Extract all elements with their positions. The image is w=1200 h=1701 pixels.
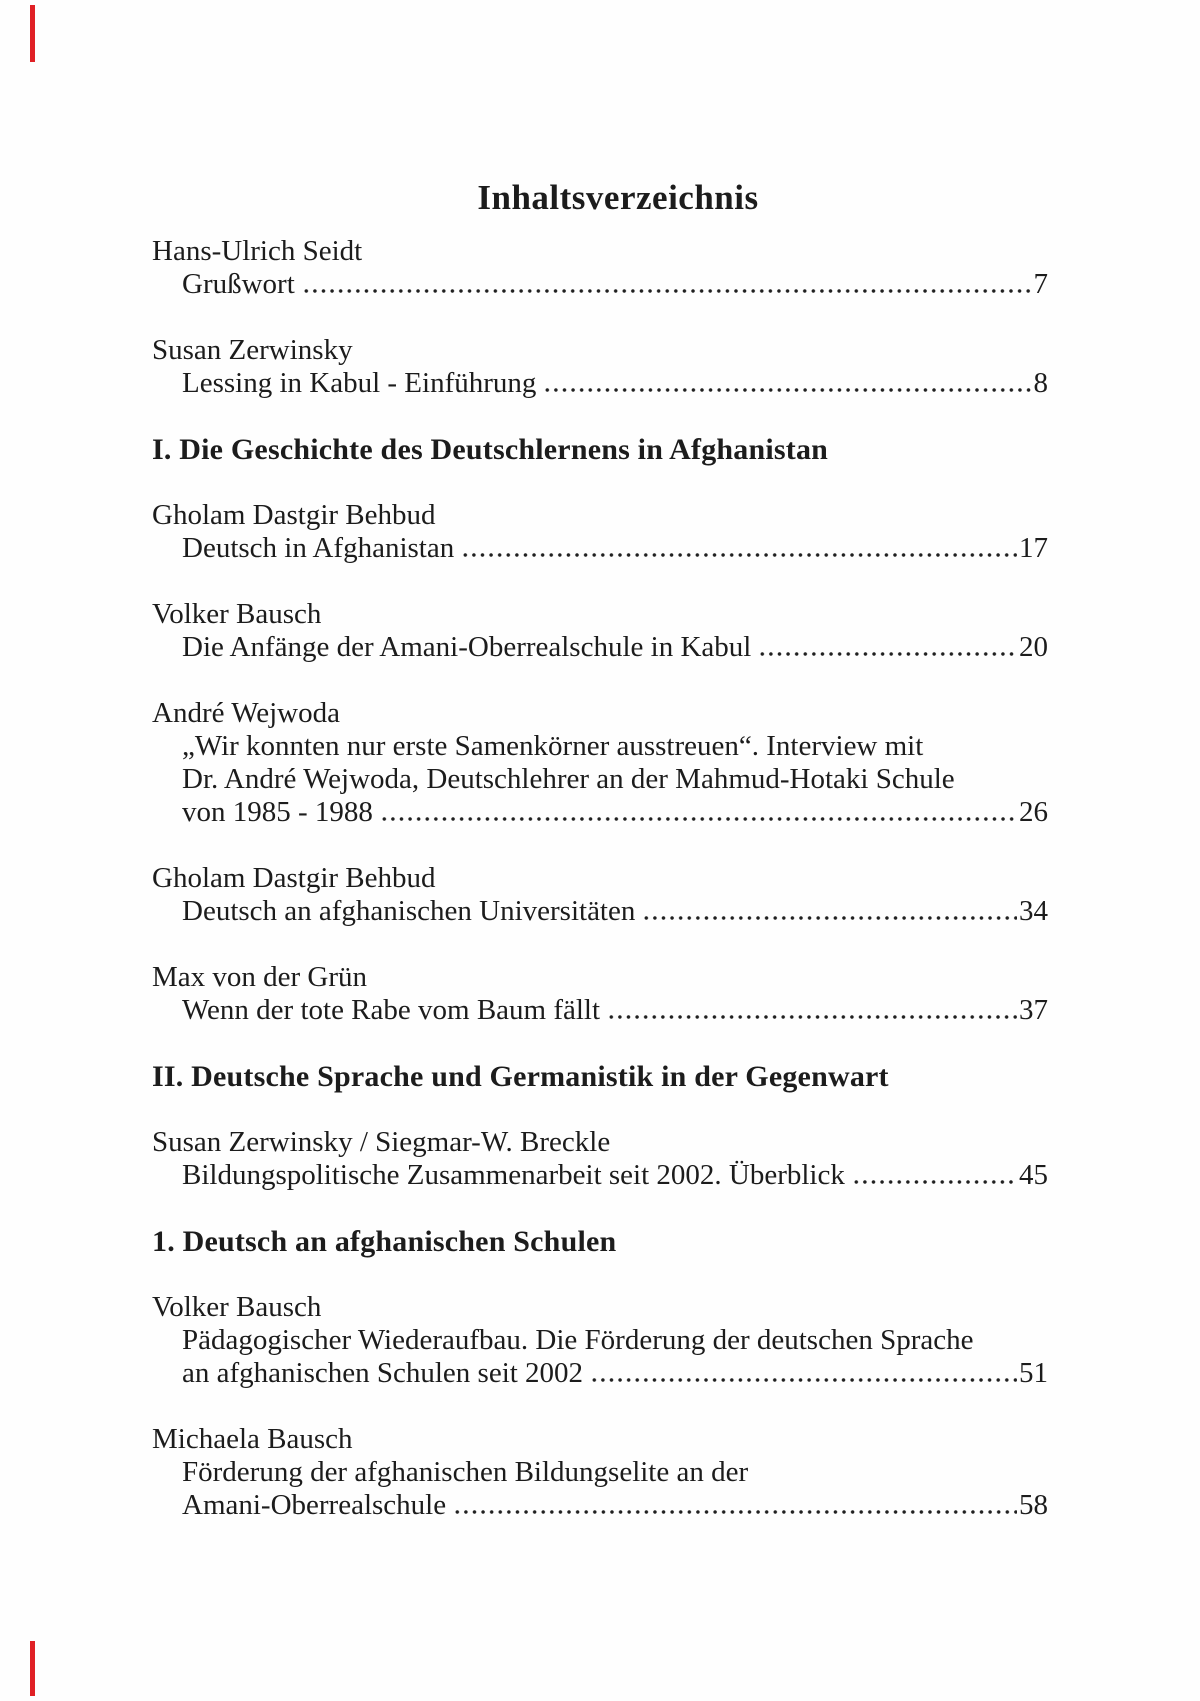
toc-title-text: Grußwort	[182, 268, 295, 300]
toc-entry	[152, 1126, 1048, 1192]
dot-leader	[590, 1357, 1017, 1390]
toc-author: Max von der Grün	[152, 961, 368, 993]
toc-title-line	[182, 1489, 1048, 1522]
subsection-heading: 1. Deutsch an afghanischen Schulen	[152, 1225, 617, 1258]
page-title: Inhaltsverzeichnis	[477, 178, 759, 218]
toc-title-line	[182, 532, 1048, 565]
page-number: 17	[1019, 532, 1048, 564]
page-number: 51	[1019, 1357, 1048, 1389]
toc-title-line	[182, 994, 1048, 1027]
toc-entry	[152, 697, 1048, 829]
toc-entry	[152, 1423, 1048, 1522]
red-crop-mark-bottom	[30, 1641, 35, 1696]
toc-title-line	[182, 895, 1048, 928]
toc-author: Volker Bausch	[152, 598, 322, 630]
section-heading: II. Deutsche Sprache und Germanistik in der Gegenwart	[152, 1060, 889, 1093]
toc-entry	[152, 598, 1048, 664]
page-number: 45	[1019, 1159, 1048, 1191]
toc-title-text: von 1985 - 1988	[182, 796, 373, 828]
toc-author: Hans-Ulrich Seidt	[152, 235, 363, 267]
dot-leader	[758, 631, 1017, 664]
dot-leader	[607, 994, 1017, 1027]
toc-title-text: Deutsch in Afghanistan	[182, 532, 455, 564]
dot-leader	[642, 895, 1017, 928]
toc-title-text: „Wir konnten nur erste Samenkörner ausstreuen“. Interview mit	[182, 730, 924, 762]
toc-title-text: Wenn der tote Rabe vom Baum fällt	[182, 994, 601, 1026]
toc-entry	[152, 1291, 1048, 1390]
toc-entry	[152, 334, 1048, 400]
toc-title-text: Bildungspolitische Zusammenarbeit seit 2002. Überblick	[182, 1159, 845, 1191]
page-number: 58	[1019, 1489, 1048, 1521]
toc-title-line	[182, 796, 1048, 829]
page-number: 34	[1019, 895, 1048, 927]
dot-leader	[461, 532, 1017, 565]
toc-title-line	[182, 1159, 1048, 1192]
toc-author: Susan Zerwinsky	[152, 334, 353, 366]
toc-title-line	[182, 1456, 1048, 1489]
toc-title-text: Pädagogischer Wiederaufbau. Die Förderung der deutschen Sprache	[182, 1324, 974, 1356]
toc-author: André Wejwoda	[152, 697, 340, 729]
page-number: 26	[1019, 796, 1048, 828]
dot-leader	[380, 796, 1017, 829]
toc-title-line	[182, 763, 1048, 796]
page-number: 8	[1033, 367, 1048, 399]
red-crop-mark-top	[30, 5, 35, 62]
section-heading: I. Die Geschichte des Deutschlernens in Afghanistan	[152, 433, 829, 466]
page-number: 37	[1019, 994, 1048, 1026]
toc-title-line	[182, 1324, 1048, 1357]
toc-title-text: Die Anfänge der Amani-Oberrealschule in Kabul	[182, 631, 752, 663]
table-of-contents	[152, 235, 1048, 1522]
dot-leader	[543, 367, 1031, 400]
toc-title-text: Dr. André Wejwoda, Deutschlehrer an der Mahmud-Hotaki Schule	[182, 763, 955, 795]
dot-leader	[302, 268, 1032, 301]
page-number: 7	[1033, 268, 1048, 300]
toc-author: Gholam Dastgir Behbud	[152, 862, 436, 894]
toc-title-text: Lessing in Kabul - Einführung	[182, 367, 537, 399]
toc-author: Volker Bausch	[152, 1291, 322, 1323]
toc-title-line	[182, 367, 1048, 400]
dot-leader	[453, 1489, 1017, 1522]
toc-entry	[152, 235, 1048, 301]
toc-title-text: Förderung der afghanischen Bildungselite an der	[182, 1456, 749, 1488]
toc-entry	[152, 961, 1048, 1027]
toc-title-line	[182, 730, 1048, 763]
toc-author: Gholam Dastgir Behbud	[152, 499, 436, 531]
toc-title-line	[182, 268, 1048, 301]
toc-entry	[152, 862, 1048, 928]
toc-entry	[152, 499, 1048, 565]
toc-title-text: Deutsch an afghanischen Universitäten	[182, 895, 636, 927]
toc-title-line	[182, 1357, 1048, 1390]
toc-title-text: Amani-Oberrealschule	[182, 1489, 447, 1521]
dot-leader	[852, 1159, 1017, 1192]
toc-title-line	[182, 631, 1048, 664]
toc-title-text: an afghanischen Schulen seit 2002	[182, 1357, 584, 1389]
toc-author: Susan Zerwinsky / Siegmar-W. Breckle	[152, 1126, 611, 1158]
page-number: 20	[1019, 631, 1048, 663]
toc-author: Michaela Bausch	[152, 1423, 353, 1455]
